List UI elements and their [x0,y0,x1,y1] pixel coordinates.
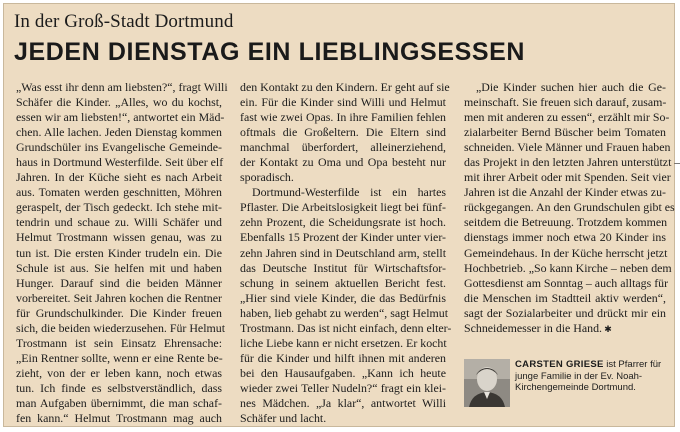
text-line: aus. Tomaten werden geschnitten, Möhren [16,185,222,200]
text-line: ein. Für die Kinder sind Willi und Helmut [240,95,446,110]
text-line: Trostmann. Das ist nicht einfach, denn elter- [240,320,452,335]
text-line: tun ist. Die ersten Kinder trudeln ein. Die [16,245,222,260]
text-line: rückgegangen. An den Grundschulen gibt es [464,200,675,215]
text-line: nes Mädchen. „Ja klar“, antwortet Willi [240,395,446,410]
author-portrait [464,359,510,407]
text-line: der Kontakt zu Oma und Opa besteht nur [240,155,446,170]
text-line: sagt der Sozialarbeiter und drückt mir ein [464,305,666,320]
text-line: geraspelt, der Tisch gedeckt. Ich stehe mit- [16,200,222,215]
text-line: Gottesdienst am Sonntag – auch alltags für [464,275,669,290]
text-line: haus in Dortmund Westerfilde. Seit über elf [16,155,224,170]
text-line: zehn Prozent, die Scheidungsrate ist hoch. [240,215,446,230]
text-line: Pflaster. Die Arbeitslosigkeit liegt bei fünf- [240,200,446,215]
text-line: tun. Ich finde es selbstverständlich, dass [16,380,222,395]
text-line: „Was esst ihr denn am liebsten?“, fragt Willi [16,80,228,94]
text-line: Schule ist aus. Sie helfen mit und haben [16,260,222,275]
text-line: men mit anderen zu essen“, erzählt mir So- [464,110,670,125]
text-line: fen kann.“ Helmut Trostmann mag auch [16,411,222,426]
text-line: für Grundschulkinder. Die Kinder freuen [16,305,222,320]
text-line: schung in seinem aktuellen Bericht fest. [240,275,446,290]
author-box [464,359,668,407]
text-line: mit ihrer Arbeit oder mit Spenden. Seit vier [464,170,671,185]
headline: JEDEN DIENSTAG EIN LIEBLINGSESSEN [14,38,526,66]
text-line: Hochbetrieb. „So kann Kirche – neben dem [464,260,672,275]
text-line: Hunger. Darauf sind die beiden Männer [16,275,222,290]
end-mark-icon: ✱ [602,323,612,334]
text-line: vorbereitet. Seit Jahren kochen die Rentner [16,290,222,305]
text-line: oftmals die Großeltern. Die Eltern sind [240,125,446,140]
text-line: „Ein Rentner sollte, wenn er eine Rente be- [16,350,223,365]
author-caption [515,359,670,394]
text-line: zialarbeiter Bernd Büscher beim Tomaten [464,125,666,140]
article-card [3,3,680,427]
text-line: die Menschen im Stadtteil aktiv werden“, [464,290,666,305]
text-line: man Aufgaben übernimmt, die man schaf- [16,395,222,410]
text-line: für die Kinder und hilft ihnen mit anderen [240,350,446,365]
text-line: Schäfer die Kinder. „Alles, wo du kochst, [16,95,222,110]
text-line: Jahren ist die Anzahl der Kinder etwas zu- [464,185,666,200]
text-line: wieder zwei Teller Nudeln?“ fragt ein klei- [240,380,446,395]
text-line: Ebenfalls 15 Prozent der Kinder unter vier- [240,230,446,245]
author-bio: ist Pfarrer für junge Familie in der Ev. Noah-Kirchengemeinde Dortmund. [515,359,662,394]
text-line: Grundschüler ins Evangelische Gemeinde- [16,140,222,155]
text-line: das Deutsche Institut für Wirtschaftsfor- [240,260,446,275]
text-line: schneiden. Viele Männer und Frauen haben [464,140,671,155]
text-line: dienstags immer noch etwa 20 Kinder ins [464,230,666,245]
text-line: „Die Kinder suchen hier auch die Ge- [476,80,666,94]
author-name: CARSTEN GRIESE [515,359,604,370]
text-line: manchmal überfordert, alleinerziehend, [240,140,446,155]
text-line: fast wie zwei Opas. In ihre Familien fehlen [240,110,446,125]
column-2 [240,80,452,426]
text-line: Schäfer und lacht. [240,411,327,426]
column-3 [464,80,680,336]
text-line: Gemeindehaus. In der Küche herrscht jetzt [464,245,668,260]
text-line: meinschaft. Sie freuen sich darauf, zusam- [464,95,667,110]
text-line: Trostmann ist sein Einsatz Ehrensache: [16,335,222,350]
kicker: In der Groß-Stadt Dortmund [14,11,234,32]
text-line: Schneidemesser in die Hand. ✱ [464,320,612,335]
text-line: bei den Hausaufgaben. „Kann ich heute [240,365,446,380]
text-line: Dortmund-Westerfilde ist ein hartes [252,185,446,200]
text-line: essen wir am liebsten!“, antwortet ein Mäd- [16,110,225,125]
text-line: den Kontakt zu den Kindern. Er geht auf sie [240,80,450,94]
text-line: Helmut Trostmann wissen genau, was zu [16,230,222,245]
text-line: Jahren. In der Küche sieht es nach Arbeit [16,170,222,185]
text-line: „Hier sind viele Kinder, die das Bedürfnis [240,290,446,305]
text-line: das Projekt in den letzten Jahren unterstützt – [464,155,680,170]
text-line: chen. Alle lachen. Jeden Dienstag kommen [16,125,222,140]
text-line: zehn Jahren sind in Deutschland arm, stellt [240,245,446,260]
text-line: liche Liebe kann er nicht ersetzen. Er kocht [240,335,447,350]
text-line: sich, die beiden wiederzusehen. Für Helmut [16,320,226,335]
text-line: sporadisch. [240,170,294,185]
text-line: zieht, von der er leben kann, noch etwas [16,365,222,380]
text-line: haben, lieb gehabt zu werden“, sagt Helmut [240,305,449,320]
column-1 [16,80,228,426]
text-line: seitdem die Betreuung. Trotzdem kommen [464,215,668,230]
text-line: tendrin und schaue zu. Willi Schäfer und [16,215,222,230]
